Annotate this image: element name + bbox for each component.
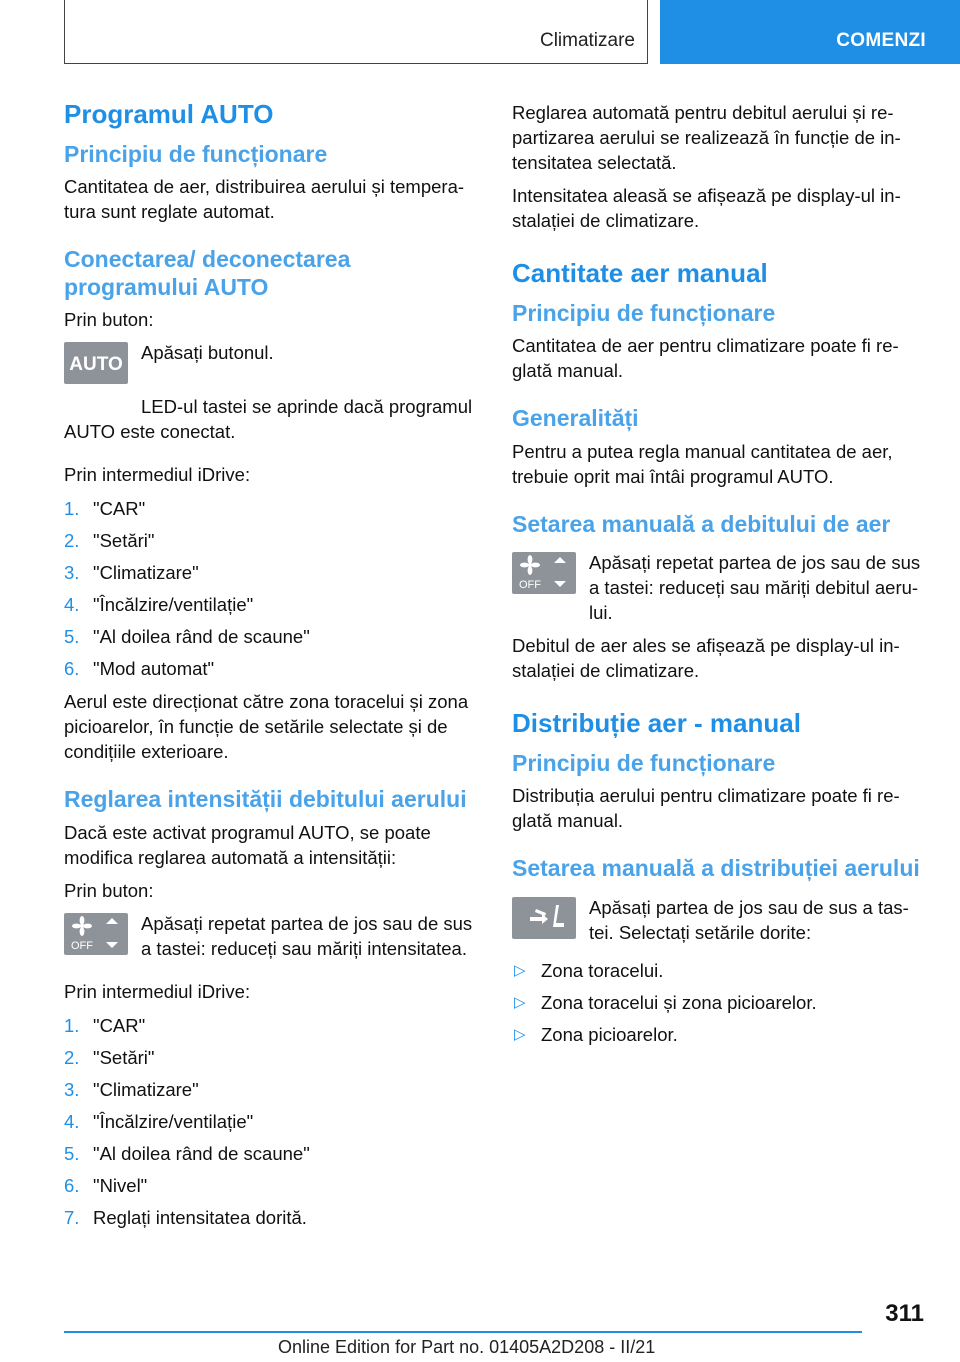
left-column — [64, 98, 484, 1234]
air-direction-text: Aerul este direcționat către zona toracelui și zona picioarelor, în funcție de setările selectate și de condițiile exterioare. — [64, 691, 469, 763]
list-item: ▷ Zona toracelui și zona picioarelor. — [512, 987, 932, 1019]
intensity-idrive-intro: Prin intermediul iDrive: — [64, 980, 251, 1002]
auto-press-text: Apăsați butonul. — [141, 342, 274, 364]
auto-button-icon — [64, 342, 128, 384]
chapter-title: Climatizare — [539, 30, 635, 51]
fan-icon-label: OFF — [71, 939, 93, 952]
list-item: 5. "Al doilea rând de scaune" — [64, 626, 310, 648]
manual-fan-press-text: Apăsați repetat partea de jos sau de sus a tastei: reduceți sau măriți debitul aeru-lui. — [589, 552, 921, 624]
subheading-general: Generalități — [512, 405, 639, 432]
list-item: 6. "Mod automat" — [64, 658, 215, 680]
distribution-options-list — [512, 955, 932, 1051]
fan-icon — [512, 552, 576, 594]
list-item: 6. "Nivel" — [64, 1174, 148, 1196]
subheading-principle: Principiu de funcționare — [64, 140, 328, 167]
heading-air-distribution: Distribuție aer - manual — [512, 708, 801, 739]
subheading-principle-manual: Principiu de funcționare — [512, 299, 776, 326]
heading-auto-program: Programul AUTO — [64, 99, 274, 129]
list-item: 5. "Al doilea rând de scaune" — [64, 1142, 310, 1164]
list-item: 4. "Încălzire/ventilație" — [64, 594, 254, 616]
list-item: ▷ Zona toracelui. — [512, 955, 932, 987]
triangle-bullet-icon: ▷ — [514, 993, 526, 1011]
fan-icon — [64, 913, 128, 955]
header-section-tab — [660, 0, 960, 64]
connect-steps-list — [64, 493, 484, 685]
list-item: 2. "Setări" — [64, 530, 155, 552]
intensity-text: Dacă este activat programul AUTO, se poate modifica reglarea automată a intensității: — [64, 821, 431, 868]
distribution-button-row — [512, 895, 932, 945]
auto-led-text: LED-ul tastei se aprinde dacă programul AUTO este conectat. — [64, 396, 473, 443]
fan-icon-label: OFF — [519, 579, 541, 592]
seat-airflow-icon — [512, 897, 576, 939]
subheading-manual-airflow: Setarea manuală a debitului de aer — [512, 510, 891, 537]
distribution-press-text: Apăsați partea de jos sau de sus a tas-tei. Selectați setările dorite: — [589, 896, 909, 943]
section-title: COMENZI — [836, 30, 926, 51]
airflow-display-text: Debitul de aer ales se afișează pe display-ul in-stalației de climatizare. — [512, 635, 900, 682]
list-item: 1. "CAR" — [64, 498, 146, 520]
footer-edition — [278, 1337, 655, 1358]
subheading-airflow-intensity: Reglarea intensității debitului aerului — [64, 786, 467, 813]
manual-principle-text: Cantitatea de aer pentru climatizare poate fi re-glată manual. — [512, 335, 899, 382]
triangle-bullet-icon: ▷ — [514, 1025, 526, 1043]
subheading-connect-auto: Conectarea/ deconectarea programului AUTO — [64, 246, 351, 300]
page-number: 311 — [885, 1300, 924, 1327]
list-item: 4. "Încălzire/ventilație" — [64, 1110, 254, 1132]
right-column — [512, 100, 932, 1051]
general-text: Pentru a putea regla manual cantitatea de aer, trebuie oprit mai întâi programul AUTO. — [512, 440, 893, 487]
list-item: 7. Reglați intensitatea dorită. — [64, 1206, 307, 1228]
fan-press-text: Apăsați repetat partea de jos sau de sus a tastei: reduceți sau măriți intensitatea. — [141, 912, 473, 959]
subheading-manual-distribution: Setarea manuală a distribuției aerului — [512, 855, 920, 882]
intensity-steps-list — [64, 1010, 484, 1234]
subheading-principle-distribution: Principiu de funcționare — [512, 749, 776, 776]
list-item: ▷ Zona picioarelor. — [512, 1019, 932, 1051]
list-item: 2. "Setări" — [64, 1046, 155, 1068]
fan-button-row-manual — [512, 550, 932, 625]
distribution-principle-text: Distribuția aerului pentru climatizare poate fi re-glată manual. — [512, 785, 900, 832]
connect-idrive-intro: Prin intermediul iDrive: — [64, 464, 251, 486]
auto-icon-label: AUTO — [69, 354, 123, 376]
list-item: 3. "Climatizare" — [64, 1078, 199, 1100]
triangle-bullet-icon: ▷ — [514, 961, 526, 979]
fan-button-icon — [64, 913, 128, 955]
fan-button-row — [64, 911, 484, 961]
list-item: 3. "Climatizare" — [64, 562, 199, 584]
heading-manual-air: Cantitate aer manual — [512, 258, 768, 288]
auto-button-row — [64, 340, 484, 390]
auto-regulation-text: Reglarea automată pentru debitul aerului și re-partizarea aerului se realizează în funcție de in-tensitatea selectată. — [512, 102, 901, 173]
header-chapter-box — [64, 0, 648, 64]
principle-text: Cantitatea de aer, distribuirea aerului și tempera-tura sunt reglate automat. — [64, 176, 465, 223]
fan-button-icon — [512, 552, 576, 594]
footer-divider — [64, 1331, 862, 1333]
list-item: 1. "CAR" — [64, 1014, 146, 1036]
intensity-intro: Prin buton: — [64, 879, 154, 901]
intensity-display-text: Intensitatea aleasă se afișează pe display-ul in-stalației de climatizare. — [512, 185, 901, 231]
edition-text: Online Edition for Part no. 01405A2D208 - II/21 — [278, 1337, 656, 1357]
connect-intro: Prin buton: — [64, 309, 154, 331]
